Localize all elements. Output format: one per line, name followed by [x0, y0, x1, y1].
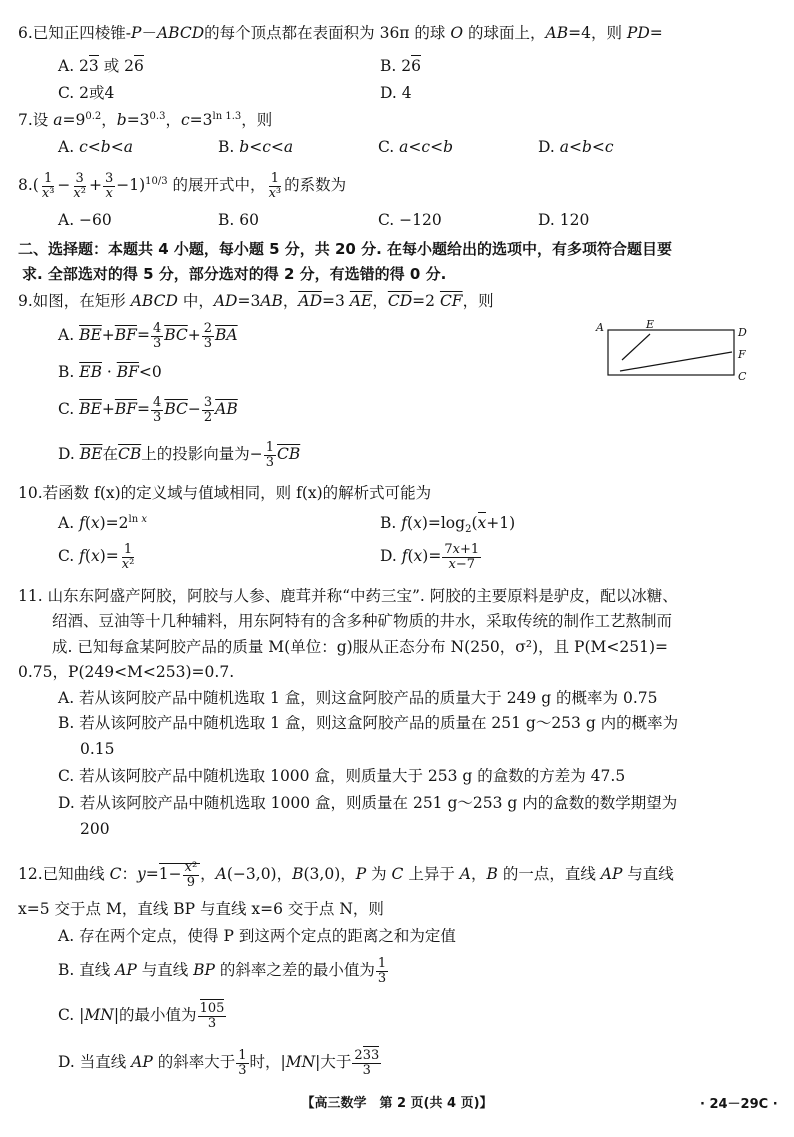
- q11-stem-line1: 11. 山东东阿盛产阿胶，阿胶与人参、鹿茸并称“中药三宝”. 阿胶的主要原料是驴皮，配以冰糖、: [18, 587, 678, 605]
- q7-option-a: A. c<b<a: [58, 138, 133, 156]
- section-heading-line1: 二、选择题：本题共 4 小题，每小题 5 分，共 20 分. 在每小题给出的选项中，有多项符合题目要: [18, 240, 673, 258]
- q10-option-a: A. $f(x)=2^{ln x}$: [58, 513, 147, 532]
- page-footer: 【高三数学 第 2 页(共 4 页)】: [301, 1096, 493, 1111]
- q8-option-a: A. −60: [58, 211, 112, 229]
- q11-stem-line2: 绍酒、豆油等十几种辅料，用东阿特有的含多种矿物质的井水，采取传统的制作工艺熬制而: [52, 612, 673, 630]
- q6-option-b: B. 26: [380, 57, 421, 75]
- q12-stem-line1: 12.已知曲线 C：y=1− $\frac{\text{x²}}{9}$ ，A(−3,0)，B(3,0)，P 为 C 上异于 A，B 的一点，直线 AP 与直线: [18, 859, 674, 890]
- q12-option-c: C. |MN|的最小值为 $\frac{105}{3}$: [58, 1000, 225, 1031]
- q9-option-c: C. $\overline{BE}+\overline{BF}=$ $\frac{4}{3}$ $\overline{BC}-$ $\frac{3}{2}$ $\overline{AB}$: [58, 394, 238, 425]
- q9-rectangle-figure: [592, 318, 752, 386]
- q11-option-b: B. 若从该阿胶产品中随机选取 1 盒，则这盒阿胶产品的质量在 251 g～253 g 内的概率为: [58, 714, 679, 732]
- label-d: D: [738, 326, 747, 339]
- q11-option-d: D. 若从该阿胶产品中随机选取 1000 盒，则质量在 251 g～253 g 内的盒数的数学期望为: [58, 794, 678, 812]
- exam-code: · 24－29C ·: [700, 1097, 778, 1112]
- q9-option-a: A. $\overline{BE}+\overline{BF}=$ $\frac{4}{3}$ $\overline{BC}+$ $\frac{2}{3}$ $\overline{BA}$: [58, 320, 238, 351]
- q12-option-a: A. 存在两个定点，使得 P 到这两个定点的距离之和为定值: [58, 927, 456, 945]
- section-heading-line2: 求. 全部选对的得 5 分，部分选对的得 2 分，有选错的得 0 分.: [22, 265, 447, 283]
- q6-option-c: C. 2或4: [58, 84, 115, 102]
- q7-stem: 7.设 $a=9^{0.2}$，$b=3^{0.3}$，$c=3^{ln 1.3}$，则: [18, 110, 273, 129]
- q8-option-d: D. 120: [538, 211, 590, 229]
- q10-option-d: D. f(x)= $\frac{7x+1}{x-7}$: [380, 541, 480, 572]
- q8-option-b: B. 60: [218, 211, 259, 229]
- q6-stem: 6.已知正四棱锥-P－ABCD的每个顶点都在表面积为 36π 的球 O 的球面上，AB=4，则 PD=: [18, 24, 663, 42]
- label-f: F: [738, 348, 746, 361]
- q11-option-d-cont: 200: [80, 820, 110, 838]
- q7-option-b: B. b<c<a: [218, 138, 294, 156]
- q9-option-d: D. $\overline{BE}$在$\overline{CB}$上的投影向量为− $\frac{1}{3}$ $\overline{CB}$: [58, 439, 301, 470]
- q11-stem-line4: 0.75，P(249<M<253)=0.7.: [18, 663, 235, 681]
- q8-stem: 8.( $\frac{1}{\text{x³}}$ − $\frac{3}{\text{x²}}$ + $\frac{3}{x}$ −1)$^{10/3}$ 的展开式中， $\frac{1}{\text{x³}}$ 的系数为: [18, 170, 347, 201]
- q9-option-b: B. $\overline{EB} \cdot \overline{BF}<0$: [58, 363, 162, 381]
- q7-option-d: D. a<b<c: [538, 138, 614, 156]
- q8-option-c: C. −120: [378, 211, 442, 229]
- label-e: E: [646, 318, 655, 331]
- q12-stem-line2: x=5 交于点 M，直线 BP 与直线 x=6 交于点 N，则: [18, 900, 384, 918]
- q7-option-c: C. a<c<b: [378, 138, 454, 156]
- q12-option-d: D. 当直线 AP 的斜率大于 $\frac{1}{3}$ 时，|MN|大于 $\frac{233}{3}$: [58, 1047, 380, 1078]
- q6-option-a: A. 23 或 26: [58, 57, 144, 75]
- q11-option-a: A. 若从该阿胶产品中随机选取 1 盒，则这盒阿胶产品的质量大于 249 g 的概率为 0.75: [58, 689, 658, 707]
- q10-option-b: B. $f(x)=\log_2(x+1)$: [380, 514, 516, 536]
- q11-option-b-cont: 0.15: [80, 740, 115, 758]
- label-a: A: [596, 321, 604, 334]
- q9-stem: 9.如图，在矩形 ABCD 中，AD=3AB，$\overline{AD}=3$ $\overline{AE}$，$\overline{CD}=2$ $\overline{CF}$，则: [18, 292, 494, 310]
- q6-option-d: D. 4: [380, 84, 412, 102]
- q10-stem: 10.若函数 f(x)的定义域与值域相同，则 f(x)的解析式可能为: [18, 484, 432, 502]
- q11-option-c: C. 若从该阿胶产品中随机选取 1000 盒，则质量大于 253 g 的盒数的方差为 47.5: [58, 767, 626, 785]
- q12-option-b: B. 直线 AP 与直线 BP 的斜率之差的最小值为 $\frac{1}{3}$: [58, 955, 387, 986]
- q11-stem-line3: 成. 已知每盒某阿胶产品的质量 M(单位：g)服从正态分布 N(250，σ²)，且 P(M<251)=: [52, 638, 669, 656]
- q10-option-c: C. f(x)= $\frac{1}{\text{x²}}$: [58, 541, 135, 572]
- label-c: C: [738, 370, 747, 383]
